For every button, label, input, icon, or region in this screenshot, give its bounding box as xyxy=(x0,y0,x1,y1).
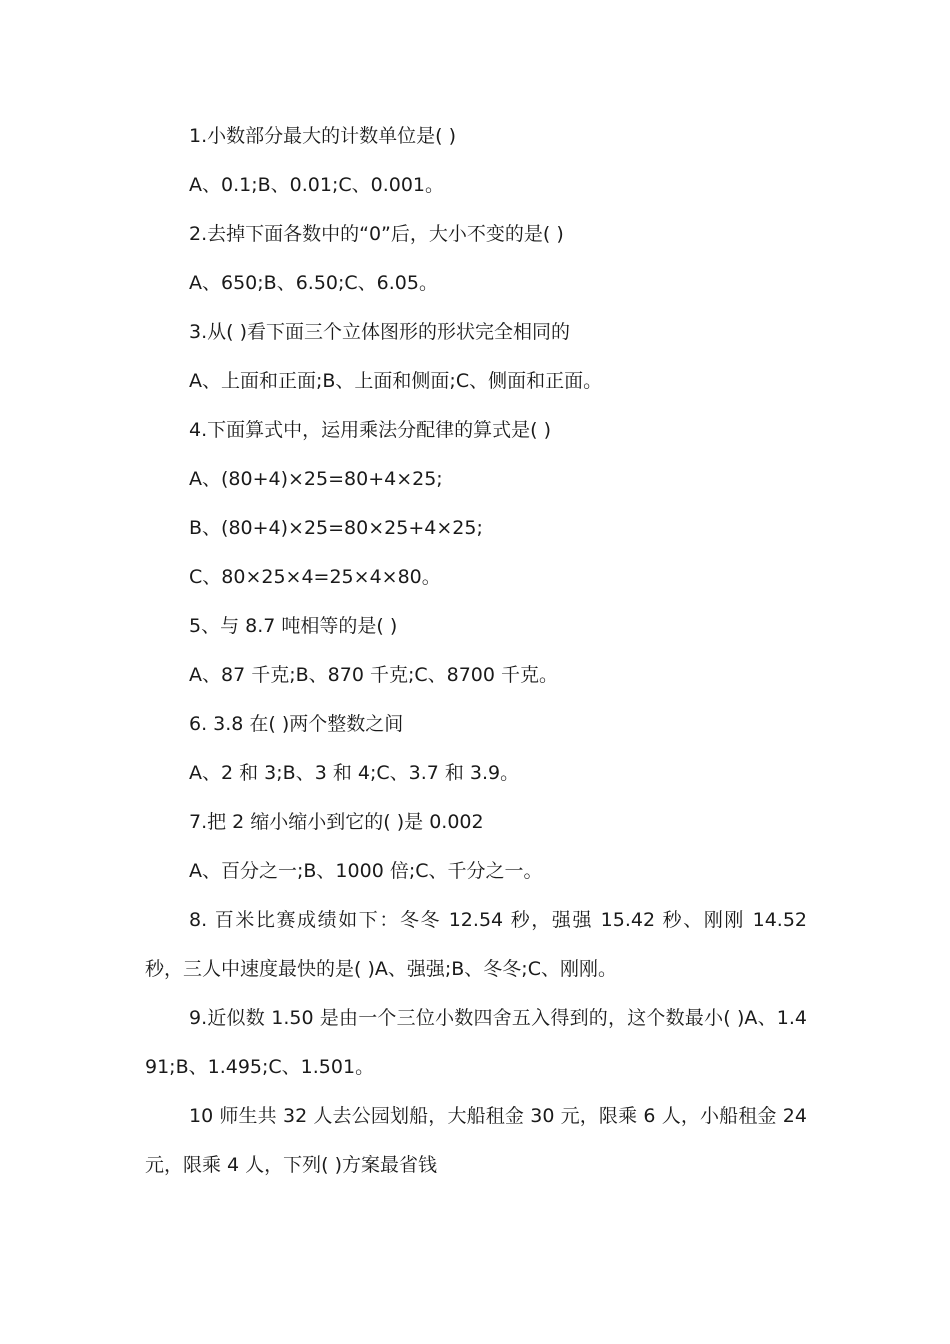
question-2: 2.去掉下面各数中的“0”后，大小不变的是( ) xyxy=(189,223,564,245)
question-4-option-c: C、80×25×4=25×4×80。 xyxy=(189,566,441,588)
question-5-options: A、87 千克;B、870 千克;C、8700 千克。 xyxy=(189,664,559,686)
question-2-options: A、650;B、6.50;C、6.05。 xyxy=(189,272,438,294)
question-8: 8. 百米比赛成绩如下：冬冬 12.54 秒，强强 15.42 秒、刚刚 14.52 秒，三人中速度最快的是( )A、强强;B、冬冬;C、刚刚。 xyxy=(145,909,807,980)
question-3-options: A、上面和正面;B、上面和侧面;C、侧面和正面。 xyxy=(189,370,603,392)
question-3: 3.从( )看下面三个立体图形的形状完全相同的 xyxy=(189,321,570,343)
question-7: 7.把 2 缩小缩小到它的( )是 0.002 xyxy=(189,811,484,833)
question-4-option-a: A、(80+4)×25=80+4×25; xyxy=(189,468,443,490)
document-body xyxy=(145,112,807,1190)
question-1: 1.小数部分最大的计数单位是( ) xyxy=(189,125,456,147)
question-4-option-b: B、(80+4)×25=80×25+4×25; xyxy=(189,517,483,539)
question-6-options: A、2 和 3;B、3 和 4;C、3.7 和 3.9。 xyxy=(189,762,520,784)
question-6: 6. 3.8 在( )两个整数之间 xyxy=(189,713,404,735)
question-1-options: A、0.1;B、0.01;C、0.001。 xyxy=(189,174,445,196)
question-10: 10 师生共 32 人去公园划船，大船租金 30 元，限乘 6 人，小船租金 24 元，限乘 4 人，下列( )方案最省钱 xyxy=(145,1105,807,1176)
question-5: 5、与 8.7 吨相等的是( ) xyxy=(189,615,398,637)
question-4: 4.下面算式中，运用乘法分配律的算式是( ) xyxy=(189,419,551,441)
question-9: 9.近似数 1.50 是由一个三位小数四舍五入得到的，这个数最小( )A、1.491;B、1.495;C、1.501。 xyxy=(145,1007,807,1078)
question-7-options: A、百分之一;B、1000 倍;C、千分之一。 xyxy=(189,860,543,882)
